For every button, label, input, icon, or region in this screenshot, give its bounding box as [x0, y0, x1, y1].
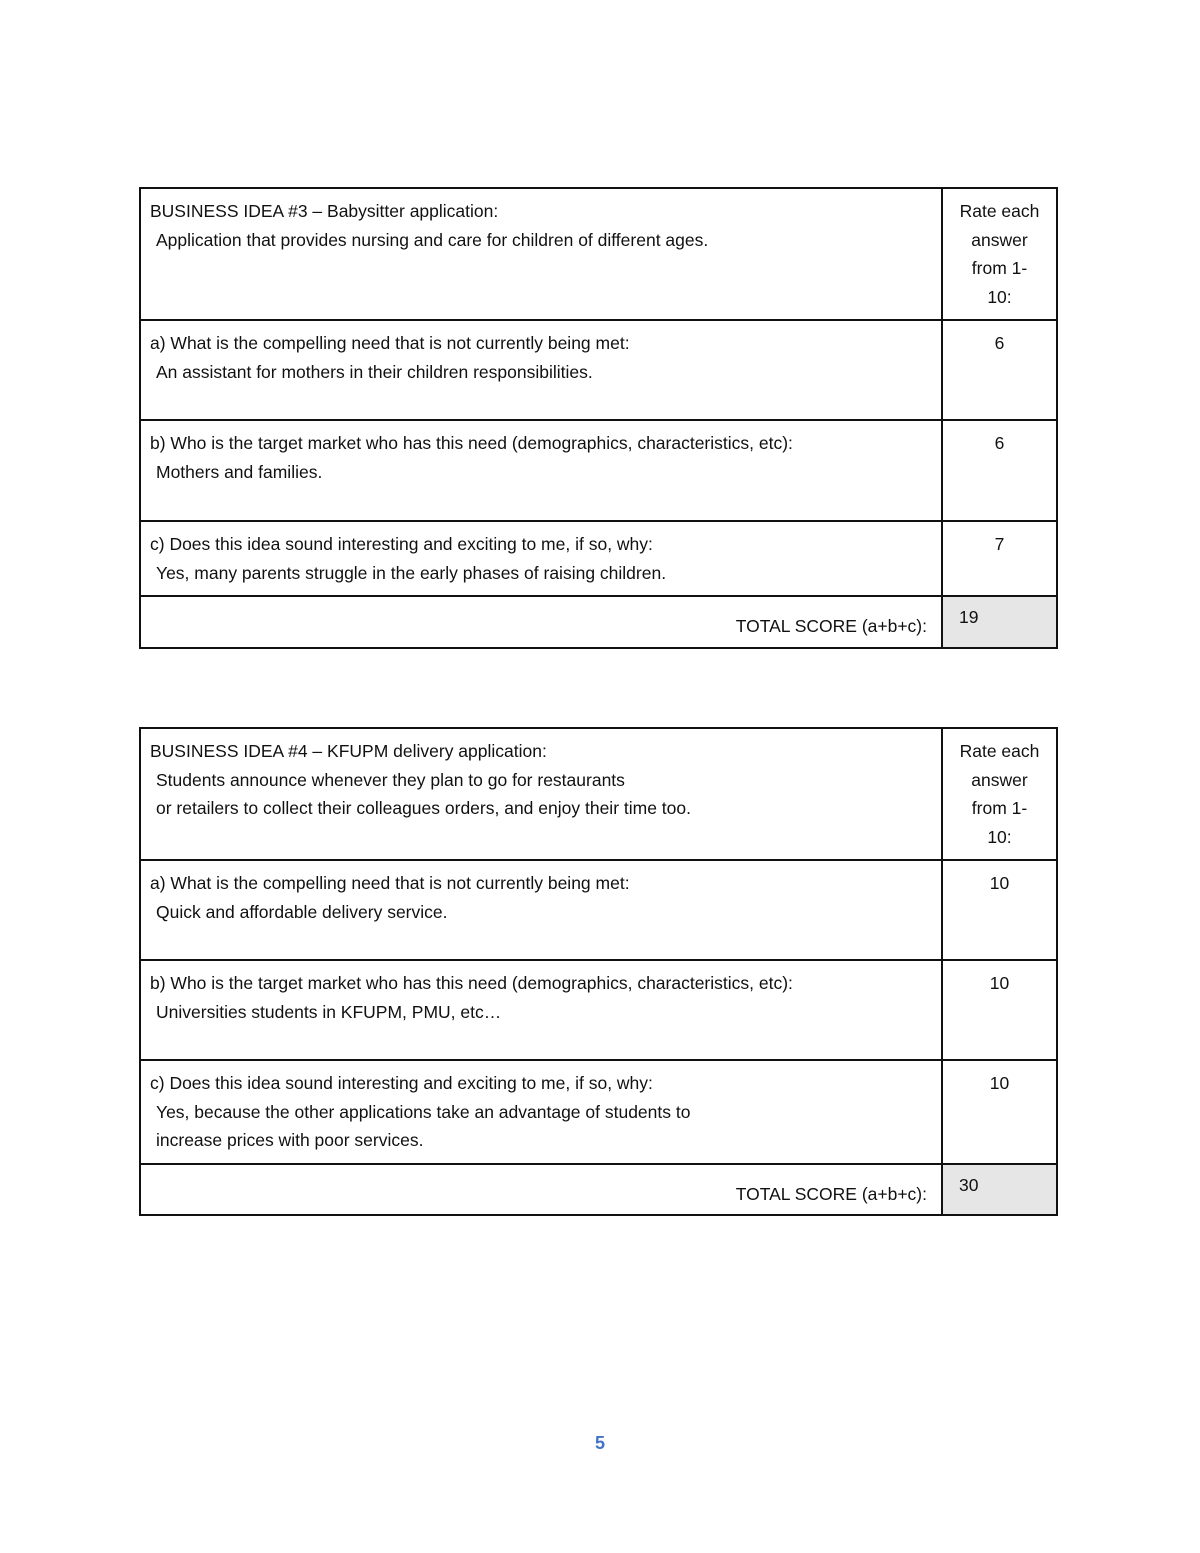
question-cell: [140, 1060, 942, 1164]
question-cell: [140, 420, 942, 521]
total-score-label: TOTAL SCORE (a+b+c):: [140, 1164, 942, 1216]
rate-header-cell: [942, 188, 1057, 320]
rate-header-line: 10:: [987, 826, 1012, 847]
rate-header-line: Rate each: [959, 741, 1040, 761]
question-cell: [140, 320, 942, 420]
answer-c-text: Yes, many parents struggle in the early phases of raising children.: [156, 562, 667, 583]
idea-description: or retailers to collect their colleagues orders, and enjoy their time too.: [156, 798, 691, 818]
idea-header-row: [140, 188, 1057, 320]
answer-c-text: increase prices with poor services.: [156, 1130, 424, 1150]
rate-header-line: 10:: [987, 286, 1012, 307]
question-a-text: a) What is the compelling need that is not currently being met:: [150, 873, 630, 893]
rating-b: 10: [942, 960, 1057, 1060]
idea-header-row: [140, 728, 1057, 860]
idea-title: BUSINESS IDEA #3 – Babysitter application:: [150, 201, 499, 221]
business-idea-4-table: [139, 727, 1058, 1216]
question-cell: [140, 860, 942, 960]
rate-header-line: Rate each: [959, 201, 1040, 221]
total-row: [140, 1164, 1057, 1216]
question-cell: [140, 960, 942, 1060]
question-b-text: b) Who is the target market who has this need (demographics, characteristics, etc):: [150, 973, 793, 993]
total-row: [140, 596, 1057, 648]
rating-a: 6: [942, 320, 1057, 420]
question-c-row: [140, 1060, 1057, 1164]
idea-title-cell: [140, 728, 942, 860]
answer-b-text: Mothers and families.: [156, 461, 323, 482]
rate-header-line: answer: [971, 229, 1028, 250]
total-score-value: 30: [942, 1164, 1057, 1216]
rating-a: 10: [942, 860, 1057, 960]
idea-description: Application that provides nursing and care for children of different ages.: [156, 229, 709, 250]
answer-c-text: Yes, because the other applications take an advantage of students to: [156, 1101, 691, 1122]
rate-header-line: from 1-: [971, 798, 1028, 818]
answer-a-text: Quick and affordable delivery service.: [156, 901, 448, 922]
answer-b-text: Universities students in KFUPM, PMU, etc…: [156, 1001, 502, 1022]
rate-header-line: from 1-: [971, 258, 1028, 278]
rate-header-line: answer: [971, 769, 1028, 790]
question-cell: [140, 521, 942, 596]
idea-title-cell: [140, 188, 942, 320]
rating-c: 7: [942, 521, 1057, 596]
question-b-row: [140, 960, 1057, 1060]
idea-description: Students announce whenever they plan to go for restaurants: [156, 769, 625, 790]
rating-b: 6: [942, 420, 1057, 521]
question-a-row: [140, 860, 1057, 960]
rate-header-cell: [942, 728, 1057, 860]
question-b-text: b) Who is the target market who has this need (demographics, characteristics, etc):: [150, 433, 793, 453]
question-a-text: a) What is the compelling need that is not currently being met:: [150, 333, 630, 353]
business-idea-3-table: [139, 187, 1058, 649]
question-a-row: [140, 320, 1057, 420]
answer-a-text: An assistant for mothers in their children responsibilities.: [156, 361, 593, 382]
question-b-row: [140, 420, 1057, 521]
page-number: 5: [594, 1433, 605, 1453]
total-score-value: 19: [942, 596, 1057, 648]
question-c-text: c) Does this idea sound interesting and exciting to me, if so, why:: [150, 1073, 653, 1093]
question-c-row: [140, 521, 1057, 596]
idea-title: BUSINESS IDEA #4 – KFUPM delivery application:: [150, 741, 547, 761]
total-score-label: TOTAL SCORE (a+b+c):: [140, 596, 942, 648]
rating-c: 10: [942, 1060, 1057, 1164]
question-c-text: c) Does this idea sound interesting and exciting to me, if so, why:: [150, 534, 653, 554]
